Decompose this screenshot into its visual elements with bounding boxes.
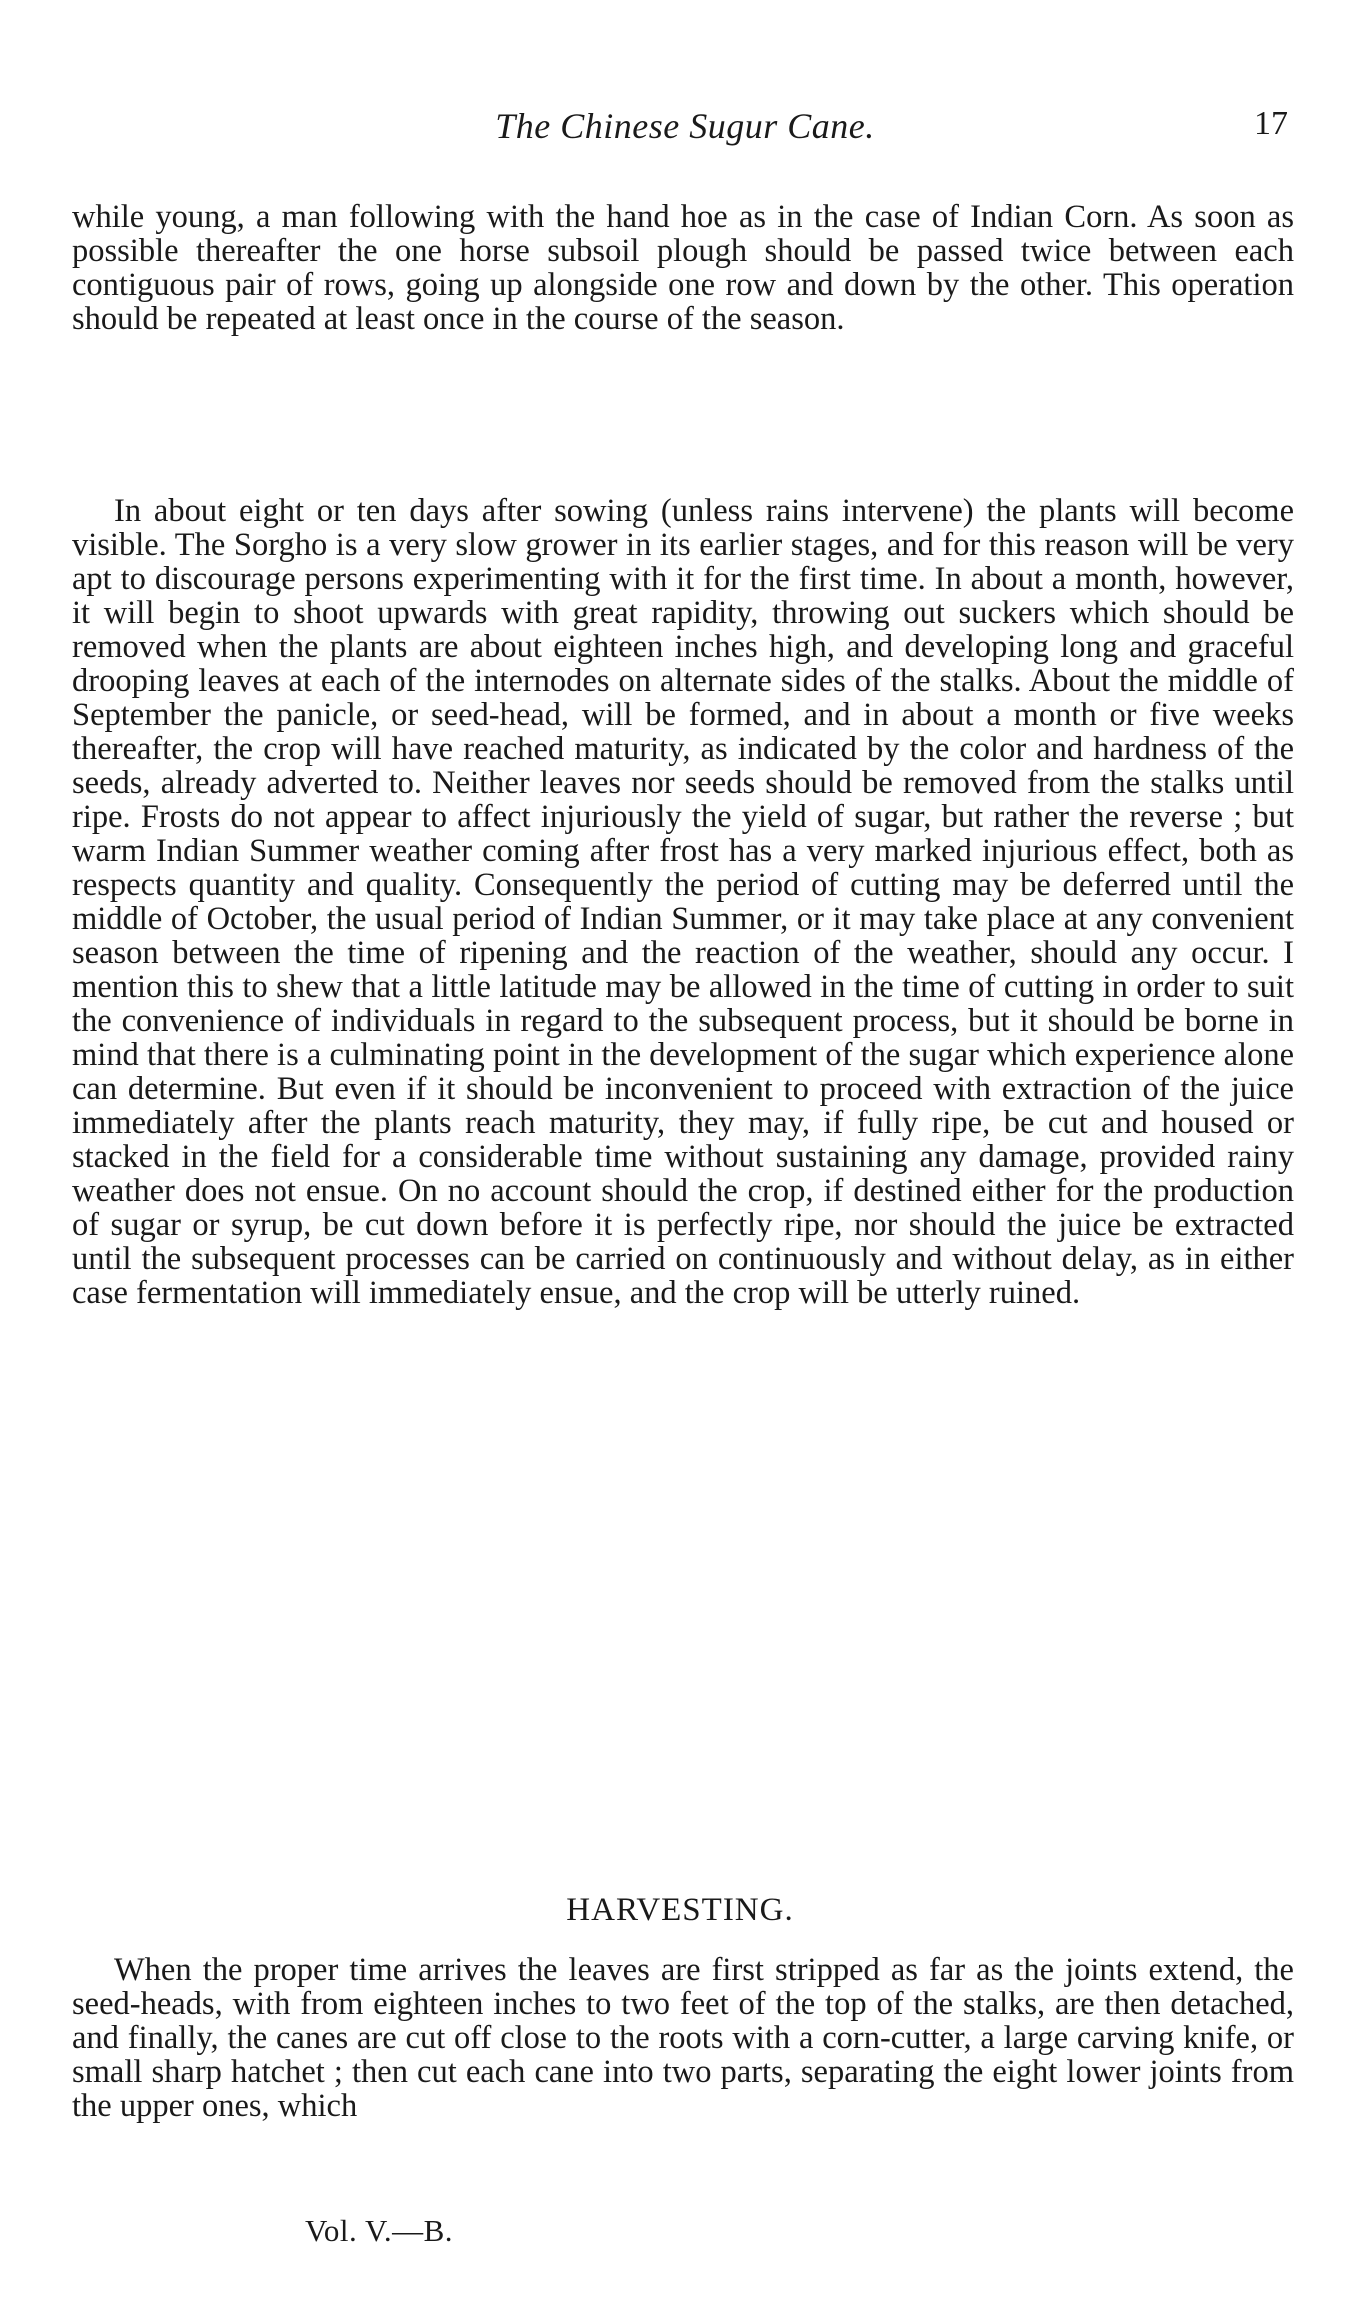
running-title: The Chinese Sugur Cane. <box>495 106 875 146</box>
signature-mark: Vol. V.—B. <box>305 2213 454 2248</box>
page-number: 17 <box>1254 105 1288 142</box>
paragraph-sowing-growth: In about eight or ten days after sowing (unless rains intervene) the plants will become visible. The Sorgho is a very slow grower in its earlier stages, and for this reason will be very apt to discourage persons experimenting with it for the first time. In about a month, however, it will begin to shoot upwards with great rapidity, throwing out suckers which should be removed when the plants are about eighteen inches high, and developing long and graceful drooping leaves at each of the internodes on alternate sides of the stalks. About the middle of September the panicle, or seed-head, will be formed, and in about a month or five weeks thereafter, the crop will have reached maturity, as indicated by the color and hardness of the seeds, already adverted to. Neither leaves nor seeds should be removed from the stalks until ripe. Frosts do not appear to affect injuriously the yield of sugar, but rather the reverse ; but warm Indian Summer weather coming after frost has a very marked injurious effect, both as respects quantity and quality. Consequently the period of cutting may be deferred until the middle of October, the usual period of Indian Summer, or it may take place at any convenient season between the time of ripening and the reaction of the weather, should any occur. I mention this to shew that a little latitude may be allowed in the time of cutting in order to suit the convenience of individuals in regard to the subsequent process, but it should be borne in mind that there is a culminating point in the development of the sugar which experience alone can determine. But even if it should be inconvenient to proceed with extraction of the juice immediately after the plants reach maturity, they may, if fully ripe, be cut and housed or stacked in the field for a considerable time without sustaining any damage, provided rainy weather does not ensue. On no account should the crop, if destined either for the production of sugar or syrup, be cut down before it is perfectly ripe, nor should the juice be extracted until the subsequent processes can be carried on continuously and without delay, as in either case fermentation will immediately ensue, and the crop will be utterly ruined. <box>72 493 1294 1311</box>
paragraph-harvesting: When the proper time arrives the leaves are first stripped as far as the joints extend, the seed-heads, with from eighteen inches to two feet of the top of the stalks, are then detached, and finally, the canes are cut off close to the roots with a corn-cutter, a large carving knife, or small sharp hatchet ; then cut each cane into two parts, separating the eight lower joints from the upper ones, which <box>72 1952 1294 2124</box>
paragraph-continuation: while young, a man following with the hand hoe as in the case of Indian Corn. As soon as possible thereafter the one horse subsoil plough should be passed twice between each contiguous pair of rows, going up alongside one row and down by the other. This operation should be repeated at least once in the course of the season. <box>72 199 1294 337</box>
section-heading-harvesting: HARVESTING. <box>566 1892 794 1928</box>
running-head <box>70 105 1300 155</box>
